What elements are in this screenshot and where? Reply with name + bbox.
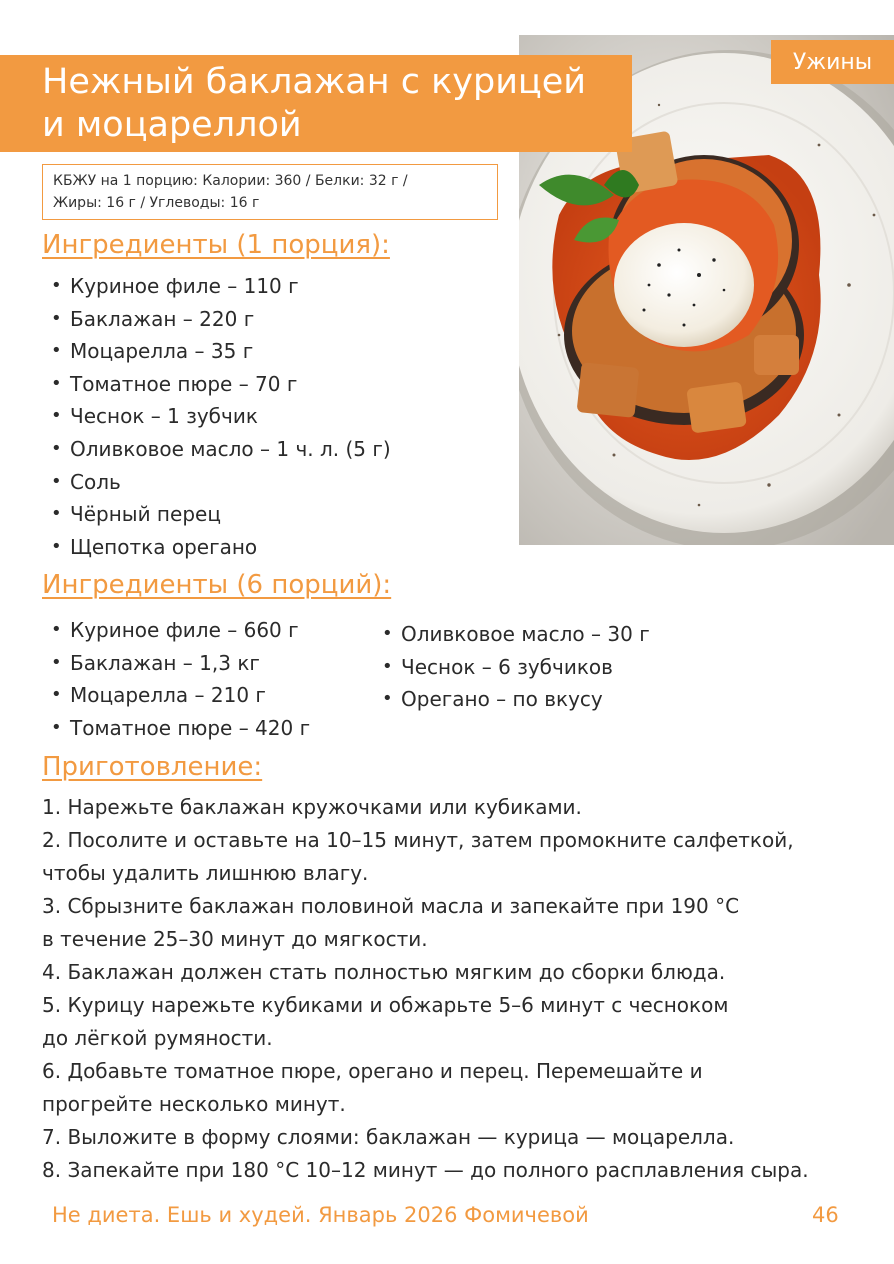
list-item: • Куриное филе – 110 г — [42, 270, 391, 303]
list-item: • Щепотка орегано — [42, 531, 391, 564]
list-item: • Куриное филе – 660 г — [42, 614, 310, 647]
step-line: 2. Посолите и оставьте на 10–15 минут, затем промокните салфеткой, — [42, 828, 794, 852]
list-item: • Моцарелла – 210 г — [42, 679, 310, 712]
ingredients-six-list-col2 — [373, 618, 650, 716]
list-item: • Моцарелла – 35 г — [42, 335, 391, 368]
nutrition-box — [42, 164, 498, 220]
list-item: • Орегано – по вкусу — [373, 683, 650, 716]
step-line: чтобы удалить лишнюю влагу. — [42, 861, 369, 885]
step-line: прогрейте несколько минут. — [42, 1092, 346, 1116]
ingredients-one-list — [42, 270, 391, 563]
list-item: • Томатное пюре – 70 г — [42, 368, 391, 401]
list-item: • Чеснок – 6 зубчиков — [373, 651, 650, 684]
step-line: 8. Запекайте при 180 °C 10–12 минут — до полного расплавления сыра. — [42, 1158, 809, 1182]
list-item: • Томатное пюре – 420 г — [42, 712, 310, 745]
step-line: 3. Сбрызните баклажан половиной масла и запекайте при 190 °C — [42, 894, 740, 918]
step-line: 7. Выложите в форму слоями: баклажан — курица — моцарелла. — [42, 1125, 735, 1149]
title-band — [0, 55, 632, 152]
step-line: в течение 25–30 минут до мягкости. — [42, 927, 428, 951]
recipe-title: Нежный баклажан с курицей и моцареллой — [42, 62, 587, 145]
preparation-steps — [42, 791, 882, 1187]
footer-title: Не диета. Ешь и худей. Январь 2026 Фомичевой — [52, 1203, 589, 1227]
ingredients-six-heading: Ингредиенты (6 порций): — [42, 570, 392, 600]
preparation-heading: Приготовление: — [42, 752, 263, 782]
step-line: до лёгкой румяности. — [42, 1026, 273, 1050]
ingredients-one-heading: Ингредиенты (1 порция): — [42, 230, 390, 260]
step-line: 6. Добавьте томатное пюре, орегано и перец. Перемешайте и — [42, 1059, 703, 1083]
list-item: • Чёрный перец — [42, 498, 391, 531]
list-item: • Чеснок – 1 зубчик — [42, 400, 391, 433]
nutrition-line: Жиры: 16 г / Углеводы: 16 г — [53, 195, 260, 211]
list-item: • Баклажан – 220 г — [42, 303, 391, 336]
nutrition-line: КБЖУ на 1 порцию: Калории: 360 / Белки: 32 г / — [53, 173, 408, 189]
list-item: • Оливковое масло – 30 г — [373, 618, 650, 651]
page-number: 46 — [812, 1203, 839, 1227]
list-item: • Оливковое масло – 1 ч. л. (5 г) — [42, 433, 391, 466]
step-line: 1. Нарежьте баклажан кружочками или кубиками. — [42, 795, 582, 819]
ingredients-six-list-col1 — [42, 614, 310, 744]
list-item: • Соль — [42, 466, 391, 499]
step-line: 4. Баклажан должен стать полностью мягким до сборки блюда. — [42, 960, 726, 984]
category-tag: Ужины — [771, 40, 894, 84]
step-line: 5. Курицу нарежьте кубиками и обжарьте 5–6 минут с чесноком — [42, 993, 729, 1017]
list-item: • Баклажан – 1,3 кг — [42, 647, 310, 680]
